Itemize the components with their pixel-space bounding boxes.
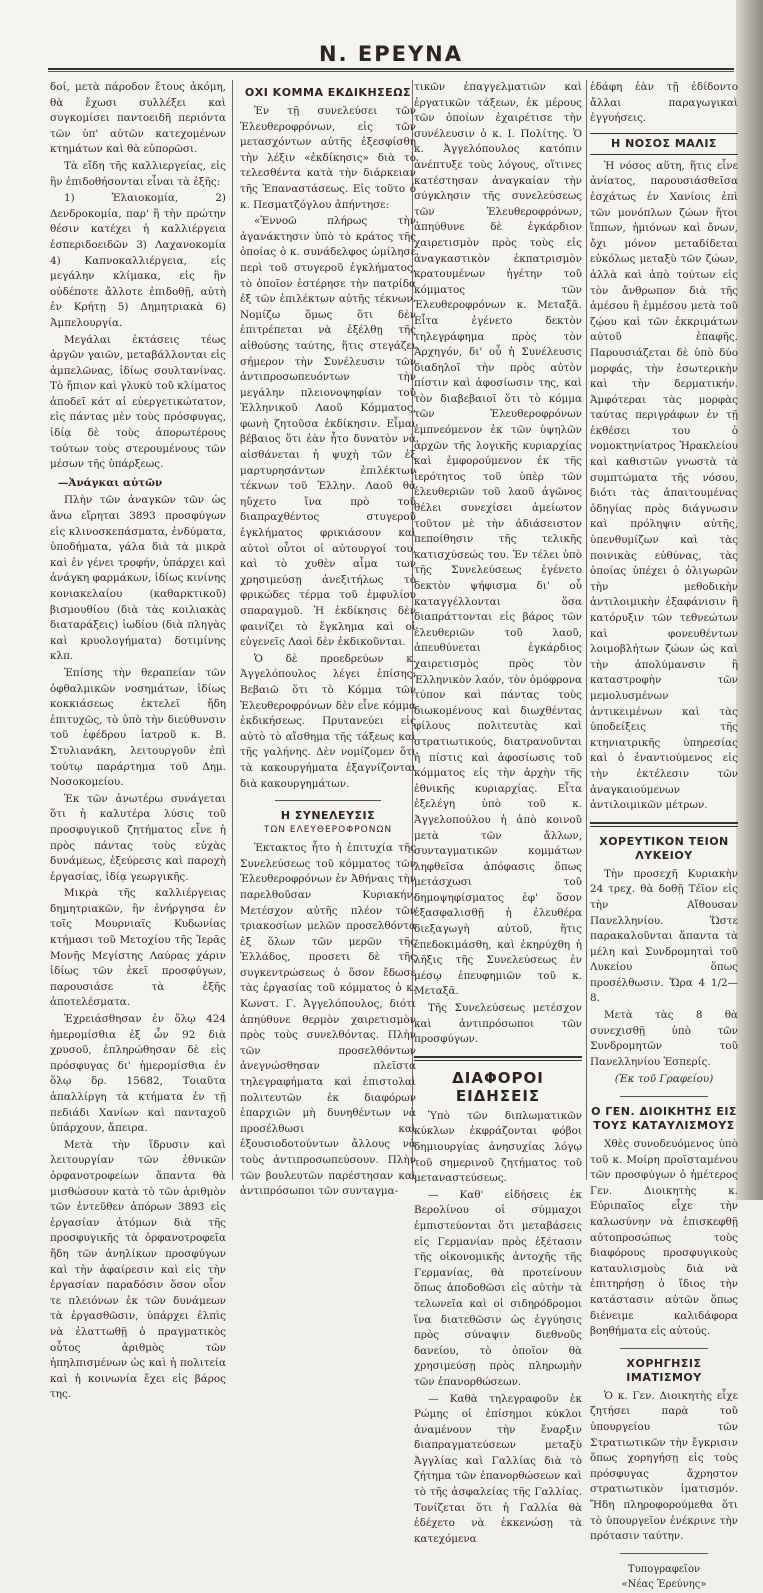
paragraph: Ἐχρειάσθησαν ἐν ὅλῳ 424 ἡμερομίσθια ἐξ ὧν 92 διὰ χρυσοῦ, ἐπληρώθησαν δὲ εἰς πρόσφυγας δι' ἡμερομίσθια ἐν ὅλῳ δρ. 15682, Τοιαῦτα ἀπαλλίργη τὰ κτήματα ἐν τῇ πεδιάδι Χανίων καὶ πανταχοῦ ὑπάρχουν, ἄπειρα. — [50, 1013, 226, 1135]
column-4 — [590, 80, 738, 1591]
printer-line: Τυπογραφεῖον — [627, 1563, 701, 1575]
article-separator — [590, 822, 738, 827]
paragraph: Μετὰ τὴν ἵδρυσιν καὶ λειτουργίαν τῶν ἐθνικῶν ὀρφανοτροφείων ἅπαντα θὰ μισθώσουν κατὰ τὸ τῶν ἀριθμὸν τῶν ἐντεῦθεν ἀπόρων 3893 εἰς ἐργασίαν ἀτόμων διὰ τῆς προσφυγικῆς τὰ ὀρφανοτροφεῖα ἤδη τῶν ἀνηλίκων προσφύγων καὶ τὴν ἀφαίρεσιν καὶ εἰς τὴν ἐργασίαν παραδόσιν ὅσον οἷον τε πλειόνων ἐκ τῶν δυνάμεων τὰ ἐργασθῶσιν, ὑπάρχει ἐλπὶς νὰ ἐλαττωθῇ ὁ πραγματικὸς οὗτος ἀριθμὸς τῶν ἠπηλπισμένων ὡς καὶ ἡ πολιτεία καὶ ἡ κοινωνία ἔχει εἰς βάρος της. — [50, 1138, 226, 1401]
article-separator — [620, 1348, 709, 1349]
article-separator — [275, 800, 381, 801]
paragraph: 1) Ἐλαιοκομία, 2) Δενδροκομία, παρ' ἣ τὴν πρώτην θέσιν κατέχει ἡ καλλιέργεια ἐσπεριδοειδῶν 3) Λαχανοκομία 4) Καπνοκαλλιέργεια, εἰς μεγάλην κλίμακα, εἰς ἣν οὐδέποτε ἄλλοτε ἐπιδοθῇ, αὐτὴ ἐν Κρήτῃ 5) Δημητριακὰ 6) Ἀμπελουργία. — [50, 192, 226, 329]
paragraph: Τῆς Συνελεύσεως μετέσχον καὶ ἀντιπρόσωποι τῶν προσφύγων. — [414, 1002, 582, 1046]
paragraph: Ἡ νόσος αὕτη, ἥτις εἶνε ἀνίατος, παρουσιάσθεῖσα ἐσχάτως ἐν Χανίοις ἐπὶ τῶν μονόπλων ζώων ἤτοι ἵππων, ἡμιόνων καὶ ὄνων, ὄχι μόνον μεταδίδεται εὐκόλως μεταξὺ τῶν ζώων, ἀλλὰ καὶ ἀπὸ τούτων εἰς τὸν ἄνθρωπον διὰ τῆς ἀμέσου ἢ ἐμμέσου μετὰ τοῦ ζῴου καὶ τῶν ἐκκριμάτων αὐτοῦ ἐπαφῆς. Παρουσιάζεται δὲ ὑπὸ δύο μορφάς, τὴν ἐσωτερικὴν καὶ τὴν δερματικήν. Ἀμφότεραι τὰς μορφὰς ταύτας περιγράφων ἐν τῇ ἐκθέσει του ὁ νομοκτηνίατρος Ἡρακλείου καὶ καθιστῶν γνωστὰ τὰ συμπτώματα τῆς νόσου, διότι τὰς ἀπαιτουμένας ὁδηγίας πρὸς διάγνωσιν καὶ πρόληψιν αὐτῆς, ὑπενθυμίζων καὶ τὰς ποινικὰς εὐθύνας, τὰς ὁποίας ὑπέχει ὁ ὀλιγωρῶν τὴν μεθοδικὴν ἀντιλοιμικὴν ἐξαφάνισιν ἢ κατόρυξιν τῶν τεθνεώτων καὶ φονευθέντων λοιμοβλήτων ζώων ὡς καὶ τὴν ἀπολύμανσιν ἢ καταστροφὴν τῶν μεμολυσμένων ἀντικειμένων καὶ τὰς ὑποδείξεις τῆς κτηνιατρικῆς ὑπηρεσίας καὶ ὁ ἐναντιούμενος εἰς τὴν ἐκτέλεσιν τῶν ἀναγκαιούμενων ἀντιλοιμικῶν μέτρων. — [590, 159, 738, 812]
paragraph: Ἐν τῇ συνελεύσει τῶν Ἐλευθεροφρόνων, εἰς τῶν μετασχόντων αὐτῆς ἐξεσφίσθη τὴν λέξιν «ἐκδίκησις» διὰ τὸ τελεσθέντα κατὰ τὴν διάρκειαν τῆς Ἐπαναστάσεως. Εἰς τοῦτο ὁ κ. Πεσματζόγλου ἀπήντησε: — [240, 105, 416, 211]
paragraph: Μεγάλαι ἐκτάσεις τέως ἀργῶν γαιῶν, μεταβάλλονται εἰς ἀμπελῶνας, ἰδίως σουλτανίνας. Τὸ ἤπιον καὶ γλυκὺ τοῦ κλίματος ἀποδεῖ κάτ αἰ εὐεργετικώτατον, εἰς πάντας μὲν τοὺς πρόσφυγας, ἰδίᾳ δὲ τοὺς ἀπορωτέρους τούτων τοὺς στερουμένους τῶν μέσων τῆς ὑπάρξεως. — [50, 333, 226, 471]
column-3 — [414, 80, 582, 1545]
paragraph: Μικρὰ τῆς καλλιέργειας δημητριακῶν, ἢν ἐνήργησα ἐν τοῖς Μουρνιαῖς Κυδωνίας κτήμασι τοῦ Μετοχίου τῆς Ἱερᾶς Μονῆς Μεγίστης Λαύρας χάριν ἰδίως τῶν ἐκεῖ προσφύγων, παρουσιάσε τὰ ἑξῆς ἀποτελέσματα. — [50, 887, 226, 1009]
headline-sub: ΤΩΝ ΕΛΕΥΘΕΡΟΦΡΟΝΩΝ — [263, 825, 393, 836]
paragraph: — Καθ' εἰδήσεις ἐκ Βερολίνου οἱ σύμμαχοι ἐμπιστεύονται ὅτι μεταβάσεις εἰς Γερμανίαν πρὸς ἐξέτασιν τῆς οἰκονομικῆς ἀντοχῆς τῆς Γερμανίας, θὰ προτείνουν ὅπως ἀποδοθῶσι εἰς αὐτὴν τὰ τελωνεῖα καὶ οἱ σιδηρόδρομοι ἵνα διατεθῶσιν ὡς ἐγγύησις πρὸς σύναψιν διεθνοῦς δανείου, τὸ ὁποῖον θὰ χρησιμεύσῃ πρὸς πληρωμὴν τῶν ἐπανορθώσεων. — [414, 1188, 582, 1388]
article-headline: Η ΝΟΣΟΣ ΜΑΛΙΣ — [590, 133, 738, 155]
article-headline — [240, 809, 416, 837]
column-divider — [232, 80, 233, 1180]
masthead-rule — [48, 68, 734, 70]
column-2 — [240, 80, 416, 1198]
paragraph: δοί, μετὰ πάροδον ἔτους ἀκόμη, θὰ ἔχωσι συλλέξει καὶ συγκομίσει παντοειδῆ περιόντα τῶν ὑπ' αὐτῶν κατεχομένων κτημάτων καὶ θὰ εὐπορῶσι. — [50, 81, 226, 156]
article-headline: ΧΟΡΗΓΗΣΙΣ ΙΜΑΤΙΣΜΟΥ — [626, 1356, 702, 1384]
column-1 — [50, 80, 226, 1401]
masthead: Ν. ΕΡΕΥΝΑ — [319, 42, 463, 66]
paragraph: Τὰ εἴδη τῆς καλλιεργείας, εἰς ἣν ἐπιδοθήσονται εἶναι τὰ ἑξῆς: — [50, 159, 226, 188]
paragraph: Ἐκ τῶν ἀνωτέρω συνάγεται ὅτι ἡ καλυτέρα λύσις τοῦ προσφυγικοῦ ζητήματος εἶνε ἡ πρὸς πάντας τοὺς εὐχὰς δυνάμεως, ἐξεύρεσις καὶ παροχὴ ἐργασίας, ἰδίᾳ γεωργικῆς. — [50, 792, 226, 883]
signature: (Ἐκ τοῦ Γραφείου) — [614, 1073, 714, 1086]
article-headline: Ο ΓΕΝ. ΔΙΟΙΚΗΤΗΣ ΕΙΣ ΤΟΥΣ ΚΑΤΑΥΛΙΣΜΟΥΣ — [591, 1105, 737, 1133]
paragraph: Πλὴν τῶν ἀναγκῶν τῶν ὡς ἄνω εἴρηται 3893 προσφύγων εἰς κλινοσκεπάσματα, ἐνδύματα, ὑποδήματα, γάλα διὰ τὰ μικρὰ καὶ ἐν γένει τροφήν, ὑπάρχει καὶ ἀνάγκη φαρμάκων, ἰδίως κινίνης κονιακελαίου (καθαρκτικοῦ) βισμουθίου (διὰ τὰς κοιλιακὰς διαταράξεις) ἰωδίου (διὰ πληγὰς καὶ κρυολογήματα) δοτιμίνης κλπ. — [50, 494, 226, 663]
paragraph: Ὁ δὲ προεδρεύων κ. Ἀγγελόπουλος λέγει ἐπίσης: Βεβαιῶ ὅτι τὸ Κόμμα τῶν Ἐλευθεροφρόνων δὲν εἶνε κόμμα ἐκδικήσεως. Πρυτανεύει εἰς αὐτὸ τὸ αἴσθημα τῆς τάξεως καὶ τῆς γαλήνης. Δὲν νομίζομεν ὅτι τὰ κακουργήματα ἐξαγνίζονται διὰ κακουργημάτων. — [240, 652, 416, 790]
article-separator — [414, 1056, 582, 1061]
article-headline: ΟΧΙ ΚΟΜΜΑ ΕΚΔΙΚΗΣΕΩΣ — [244, 86, 412, 99]
paragraph: Χθὲς συνοδευόμενος ὑπὸ τοῦ κ. Μοίρη προϊσταμένου τῶν προσφύγων ὁ ἡμέτερος Γεν. Διοικητὴς κ. Εὐριπαῖος εἶχε τὴν καλωσύνην νὰ ἐπισκεφθῇ αὐτοπροσώπως τοὺς διαφόρους προσφυγικοὺς καταυλισμοὺς διὰ νὰ ἐπιτηρήσῃ ὁ ἴδιος τὴν κατάστασιν αὐτῶν ὅπως διένειμε καλιδάφορα βοηθήματα εἰς αὐτούς. — [590, 1138, 738, 1338]
paragraph: Ὁ κ. Γεν. Διοικητὴς εἶχε ζητήσει παρὰ τοῦ ὑπουργείου τῶν Στρατιωτικῶν τὴν ἔγκρισιν ὅπως χορηγήσῃ εἰς τοὺς πρόσφυγας ἄχρηστον στρατιωτικὸν ἱματισμόν. Ἤδη πληροφορούμεθα ὅτι τὸ ὑπουργεῖον ἐνέκρινε τὴν πρότασιν ταύτην. — [590, 1389, 738, 1543]
article-headline: ΔΙΑΦΟΡΟΙ ΕΙΔΗΣΕΙΣ — [452, 1068, 544, 1105]
paragraph: ἐδάφη ἐὰν τῇ ἐδίδοντο ἄλλαι παραγωγικαὶ ἐγγυήσεις. — [590, 81, 738, 125]
section-subhead: —Ἀνάγκαι αὐτῶν — [58, 476, 163, 489]
page-edge — [736, 0, 763, 1200]
paragraph: Ἐκτακτος ἦτο ἡ ἐπιτυχία τῆς Συνελεύσεως τοῦ κόμματος τῶν Ἐλευθεροφρόνων ἐν Ἀθήναις τὴν παρελθοῦσαν Κυριακήν. Μετέσχον αὐτῆς πλέον τῶν τριακοσίων μελῶν προσελθόντα ἐξ ὅλων τῶν μερῶν τῆς Ἑλλάδος, προσετι δὲ τῆς συγκεντρώσεως ὁ ὅσον ἔδωσε τὰς ἐργασίας τοῦ κόμματος ὁ κ. Κωνστ. Γ. Ἀγγελόπουλος, διότι ἀπηύθυνε θερμὸν χαιρετισμὸν πρὸς τοὺς συνελθόντας. Πλὴν τῶν προσελθόντων ἀνεγνώσθησαν πλεῖστα τηλεγραφήματα καὶ ἐπιστολαὶ πολιτευτῶν ἐκ διαφόρων ἐπαρχιῶν μὴ δυνηθέντων νὰ προσέλθωσι καὶ ἐξουσιοδοτούντων ἄλλους νὰ τοὺς ἀντιπροσωπεύσουν. Πλὴν τῶν βουλευτῶν παρέστησαν καὶ ἀντιπρόσωποι τῶν συνταγμα- — [240, 842, 416, 1198]
column-divider — [586, 80, 587, 1180]
paragraph: τικῶν ἐπαγγελματιῶν καὶ ἐργατικῶν τάξεων, ἐκ μέρους τῶν ὁποίων ἐχαιρέτισε τὴν συνέλευσιν ὁ κ. Ι. Πολίτης. Ὁ κ. Ἀγγελόπουλος κατόπιν ἀνέπτυξε τοὺς λόγους, οἵτινες κατέστησαν ἀναγκαίαν τὴν σύγκλησιν τῆς συνελεύσεως τῶν Ἐλευθεροφρόνων, ἀπηύθυνε δὲ ἐγκάρδιον χαιρετισμὸν πρὸς τοὺς εἰς ἀναγκαστικὸν ἐκπατρισμὸν κρατουμένων ἡγέτην τοῦ κόμματος τῶν Ἐλευθεροφρόνων κ. Μεταξᾶ. Εἶτα ἐγένετο δεκτὸν τηλεγράφημα πρὸς τὸν Ἀρχηγόν, δι' οὗ ἡ Συνέλευσις διαδηλοῖ τὴν πρὸς αὐτὸν πίστιν καὶ ἀφοσίωσιν της, καὶ τὸν διαβεβαιοῖ ὅτι τὸ κόμμα τῶν Ἐλευθεροφρόνων ἐμπνεόμενον ἐκ τῶν ὑψηλῶν ἀρχῶν τῆς λογικῆς κυριαρχίας καὶ ἐμφορούμενον ἐκ τῆς ἱερότητος τοῦ ὑπὲρ τῶν ἐλευθεριῶν τοῦ λαοῦ ἀγῶνος θέλει συνεχίσει ἀμείωτον τοῦτον μὲ τὴν ἀδιάσειστον πεποίθησιν τῆς τελικῆς κατισχύσεώς του. Ἐν τέλει ὑπὸ τῆς Συνελεύσεως ἐγένετο δεκτὸν ψήφισμα δι' οὗ καταγγέλλονται ὅσα διαπράττονται εἰς βάρος τῶν ἐλευθεριῶν τοῦ λαοῦ, ἀπευθύνεται ἐγκάρδιος χαιρετισμὸς πρὸς τὸν Ἑλληνικὸν λαόν, τὸν ὁμόφρονα τύπον καὶ πάντας τοὺς διωκομένους καὶ διωχθέντας φίλους πολιτευτὰς καὶ στρατιωτικούς, διατρανοῦνται ἡ πίστις καὶ ἀφοσίωσις τοῦ κόμματος εἰς τὴν ἀρχὴν τῆς ἐθνικῆς κυριαρχίας. Εἶτα ἐξελέγη ὑπὸ τοῦ κ. Ἀγγελοπούλου ἡ ἀπὸ κοινοῦ μετὰ τῶν ἄλλων, συνταγματικῶν κομμάτων ληφθεῖσα ἀπόφασις ὅπως μετάσχωσι τοῦ δημοψηφίσματος ἐφ' ὅσον ἐξασφαλισθῇ ἡ ἐλευθέρα διεξαγωγὴ αὐτοῦ, ἥτις ἐπεδοκιμάσθη, καὶ ἐκηρύχθη ἡ λῆξις τῆς Συνελεύσεως ἐν μέσῳ ἐπευφημιῶν τοῦ κ. Μεταξᾶ. — [414, 81, 582, 998]
article-headline: ΧΟΡΕΥΤΙΚΟΝ ΤΕΙΟΝ ΛΥΚΕΙΟΥ — [599, 834, 729, 862]
paragraph: «Ἐννοῶ πλήρως τὴν ἀγανάκτησιν ὑπὸ τὸ κράτος τῆς ὁποίας ὁ κ. συνάδελφος ὡμίλησε περὶ τοῦ στυγεροῦ ἐγκλήματος, τὸ ὁποῖον ἐστέρησε τὴν πατρίδα ἐξ τῶν ἐπιλέκτων αὐτῆς τέκνων. Νομίζω ὅμως ὅτι δὲν ἐπιτρέπεται νὰ ἐξέλθῃ τῆς αἰθούσης ταύτης, ἥτις στεγάζει σήμερον τὴν Συνέλευσιν τῶν ἀντιπροσωπευόντων τὴν μεγάλην πλειονοψηφίαν τοῦ Ἑλληνικοῦ Λαοῦ Κόμματος, φωνὴ ζητοῦσα ἐκδίκησιν. Εἶμαι βέβαιος ὅτι ἐὰν ἦτο δυνατὸν νὰ αἰσθάνεται ἡ ψυχὴ τῶν ἐξ μαρτυρησάντων ἐπιλέκτων τέκνων τοῦ Ἑλλην. Λαοῦ θὰ ηὔχετο ἵνα πρὸ τοῦ διαπραχθέντος στυγεροῦ ἐγκλήματος φρικιάσουν καὶ αὐτοὶ οὗτοι οἱ αὐτουργοί του, καὶ τὸ χυθὲν αἷμα των χρησιμεύσῃ ἀνεξιτήλως τὸ φρικώδες τέρμα τοῦ ἐμφυλίου σπαραγμοῦ. Ἡ ἐκδίκησις δὲν φαινίζει τὸ ἔγκλημα καὶ οἱ εὐγενεῖς Λαοὶ δὲν ἐκδικοῦνται. — [240, 215, 416, 649]
paragraph: Ἐπίσης τὴν θεραπείαν τῶν ὀφθαλμικῶν νοσημάτων, ἰδίως κοκκιάσεως ἐκτελεῖ ἤδη ἐπιτυχῶς, τὸ ὑπὸ τὴν διεύθυνσιν τοῦ ἐφέδρου ἰατροῦ κ. Β. Στυλιανάκη, λειτουργοῦν ἐπὶ τούτῳ παράρτημα τοῦ Δημ. Νοσοκομείου. — [50, 666, 226, 789]
article-separator — [620, 1096, 709, 1097]
paragraph: Μετὰ τὰς 8 θὰ συνεχισθῇ ὑπὸ τῶν Συνδρομητῶν τοῦ Πανελληνίου Ἑσπερίς. — [590, 1009, 738, 1068]
masthead-rule-thin — [48, 71, 734, 72]
article-separator — [620, 1553, 709, 1554]
printer-name: «Νέας Ἐρεύνης» — [621, 1579, 707, 1591]
headline-main: Η ΣΥΝΕΛΕΥΣΙΣ — [280, 809, 376, 823]
paragraph: Ὑπὸ τῶν διπλωματικῶν κύκλων ἐκφράζονται φόβοι δημιουργίας ἀνησυχίας λόγῳ τοῦ σημερινοῦ ζητήματος τοῦ μεταναστεύσεως. — [414, 1109, 582, 1185]
paragraph: — Καθὰ τηλεγραφοῦν ἐκ Ρώμης οἱ ἐπίσημοι κύκλοι ἀναμένουν τὴν ἔναρξιν διαπραγματεύσεων μεταξὺ Ἀγγλίας καὶ Γαλλίας διὰ τὸ ζήτημα τῶν ἐπανορθώσεων καὶ τὸ τῆς ἀσφαλείας τῆς Γαλλίας. Τονίζεται ὅτι ἡ Γαλλία θὰ ἐδέχετο νὰ ἐκκενώσῃ τὰ κατεχόμενα — [414, 1392, 582, 1545]
paragraph: Τὴν προσεχῆ Κυριακὴν 24 τρεχ. θὰ δοθῇ Τέϊον εἰς τὴν Αἴθουσαν Πανελληνίου. Ὥστε παρακαλοῦνται ἅπαντα τὰ μέλη καὶ Συνδρομηταὶ τοῦ Λυκείου ὅπως προσέλθωσιν. Ὥρα 4 1/2—8. — [590, 867, 738, 1005]
